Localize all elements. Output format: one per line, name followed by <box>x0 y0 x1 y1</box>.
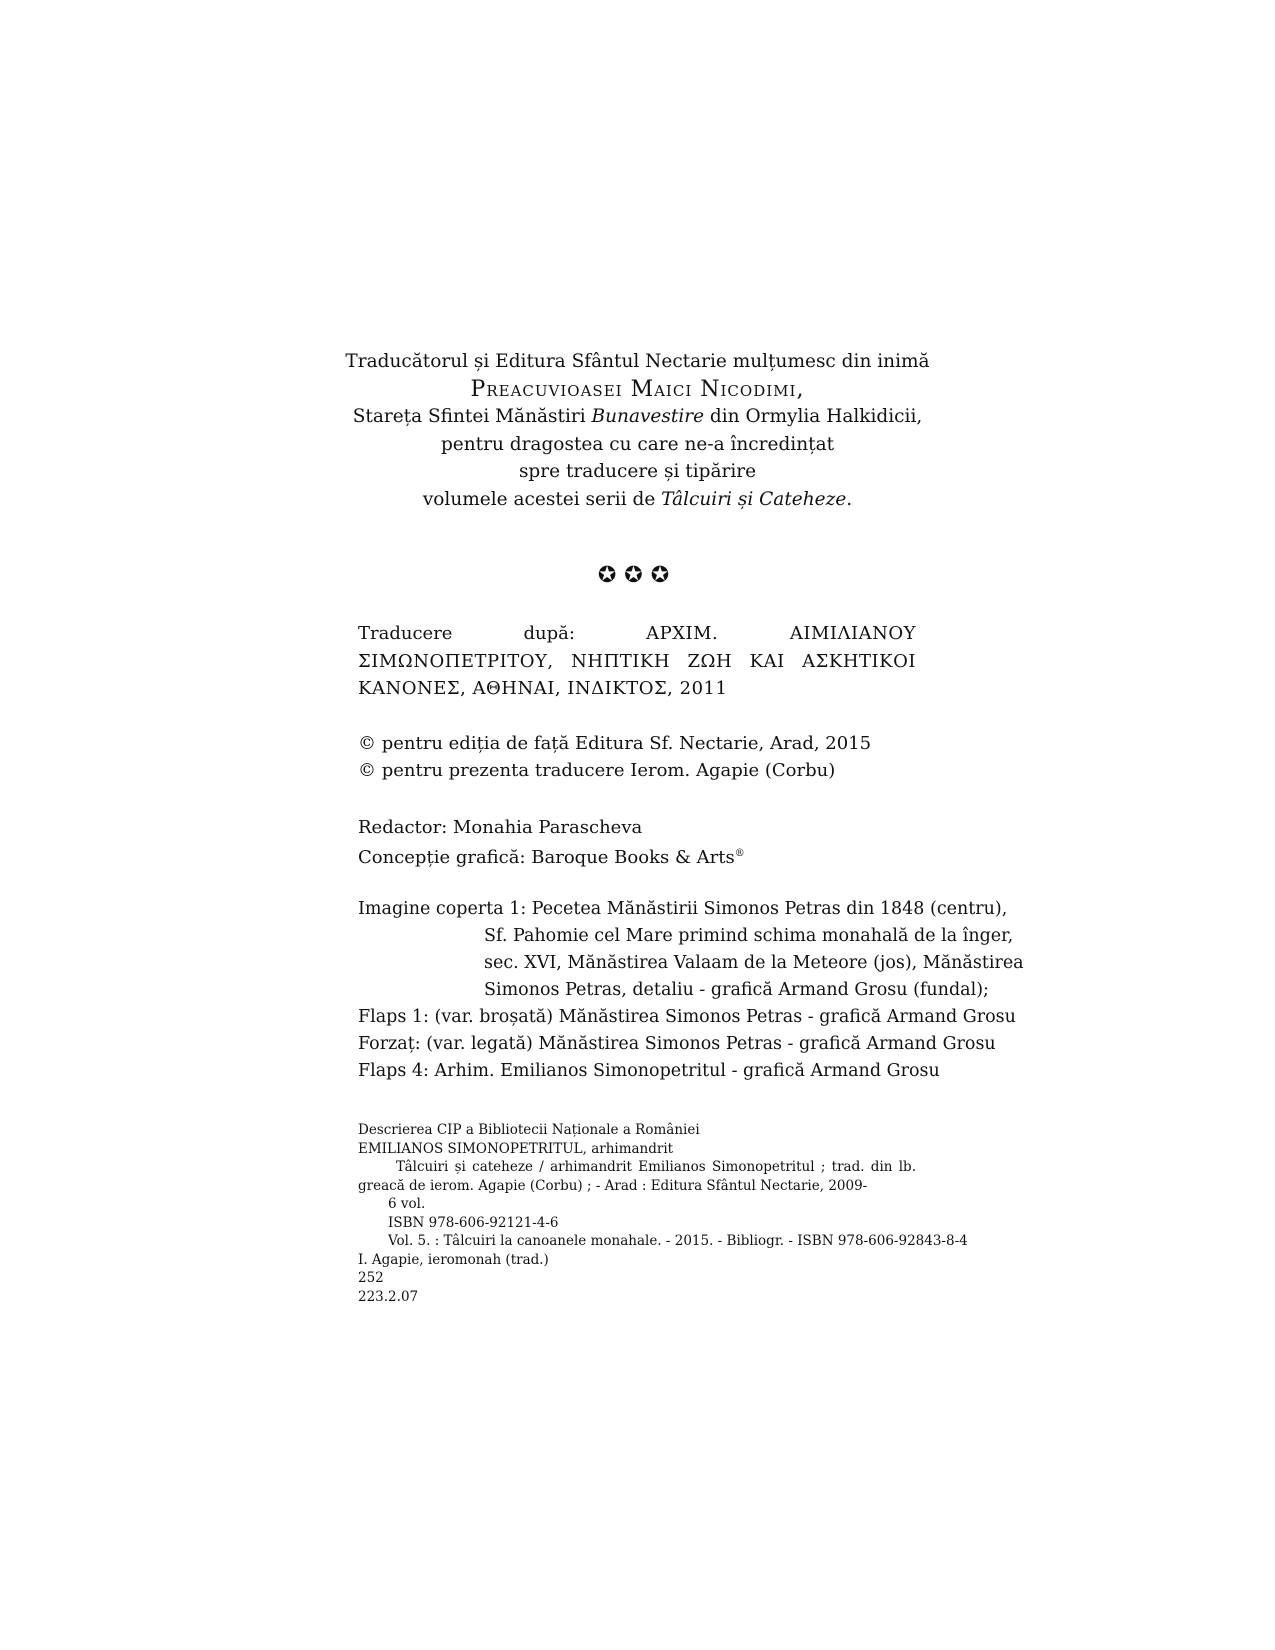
translation-source-label: Traducere după: <box>358 623 647 644</box>
cover-image-credit-cont: Simonos Petras, detaliu - grafică Armand Grosu (fundal); <box>484 980 989 1000</box>
translation-source <box>358 620 916 703</box>
design-credit <box>358 841 745 871</box>
cip-volumes: 6 vol. <box>388 1196 426 1212</box>
flaps4-credit: Flaps 4: Arhim. Emilianos Simonopetritul - grafică Armand Grosu <box>358 1061 940 1081</box>
ack-line-6-after: . <box>846 488 853 510</box>
flaps1-credit: Flaps 1: (var. broșată) Mănăstirea Simonos Petras - grafică Armand Grosu <box>358 1007 1016 1027</box>
ack-series-title: Tâlcuiri și Cateheze <box>661 488 847 510</box>
credits-block <box>358 815 745 871</box>
copyright-block <box>358 730 871 784</box>
copyright-edition: © pentru ediția de față Editura Sf. Nectarie, Arad, 2015 <box>358 733 872 754</box>
acknowledgement-block <box>300 348 975 513</box>
ack-line-3-before: Starețа Sfintei Mănăstiri <box>352 406 592 427</box>
image-credits-block <box>358 896 1024 1085</box>
cip-description <box>358 1121 968 1306</box>
ack-line-6 <box>300 486 975 514</box>
copyright-translation: © pentru prezenta traducere Ierom. Agapie (Corbu) <box>358 760 836 781</box>
ack-dedicatee: Preacuvioasei Maici Nicodimi, <box>470 376 805 402</box>
ack-line-4: pentru dragostea cu care ne-a încredințat <box>440 433 835 455</box>
ack-monastery-name: Bunavestire <box>591 406 705 427</box>
cip-class-2: 223.2.07 <box>358 1288 419 1305</box>
ack-line-5: spre traducere și tipărire <box>518 461 757 482</box>
translation-source-title: ΑΡΧΙΜ. ΑΙΜΙΛΙΑΝΟΥ ΣΙΜΩΝΟΠΕΤΡΙΤΟΥ, ΝΗΠΤΙΚΗ ΖΩΗ ΚΑΙ ΑΣΚΗΤΙΚΟΙ ΚΑΝΟΝΕΣ, ΑΘΗΝΑΙ, ΙΝΔΙΚΤΟΣ, 2011 <box>358 623 917 699</box>
ornament-divider: ✪✪✪ <box>597 563 678 588</box>
registered-mark: ® <box>734 848 745 859</box>
cover-image-credit-cont: Sf. Pahomie cel Mare primind schima monahală de la înger, <box>484 926 1014 946</box>
editor-credit: Redactor: Monahia Parascheva <box>358 817 643 838</box>
cover-image-credit: Imagine coperta 1: Pecetea Mănăstirii Simonos Petras din 1848 (centru), <box>358 899 1008 919</box>
cip-title-block: Tâlcuiri și cateheze / arhimandrit Emilianos Simonopetritul ; trad. din lb. greacă de ierom. Agapie (Corbu) ; - Arad : Editura Sfântul Nectarie, 2009- <box>358 1159 916 1194</box>
cip-contributor: I. Agapie, ieromonah (trad.) <box>358 1251 549 1268</box>
ack-line-1: Traducătorul și Editura Sfântul Nectarie mulțumesc din inimă <box>345 351 930 372</box>
cip-class-1: 252 <box>358 1270 384 1286</box>
ack-line-6-before: volumele acestei serii de <box>422 488 662 510</box>
forzat-credit: Forzaț: (var. legată) Mănăstirea Simonos Petras - grafică Armand Grosu <box>358 1034 996 1054</box>
cip-vol5: Vol. 5. : Tâlcuiri la canoanele monahale. - 2015. - Bibliogr. - ISBN 978-606-92843-8-4 <box>388 1233 968 1249</box>
cover-image-credit-cont: sec. XVI, Mănăstirea Valaam de la Meteore (jos), Mănăstirea <box>484 953 1024 973</box>
ack-line-3-after: din Ormylia Halkidicii, <box>704 406 923 427</box>
design-credit-text: Concepție grafică: Baroque Books & Arts <box>358 847 735 868</box>
cip-author: EMILIANOS SIMONOPETRITUL, arhimandrit <box>358 1140 674 1157</box>
cip-isbn: ISBN 978-606-92121-4-6 <box>388 1214 559 1231</box>
ack-line-3 <box>300 403 975 431</box>
cip-heading: Descrierea CIP a Bibliotecii Naționale a României <box>358 1122 700 1138</box>
